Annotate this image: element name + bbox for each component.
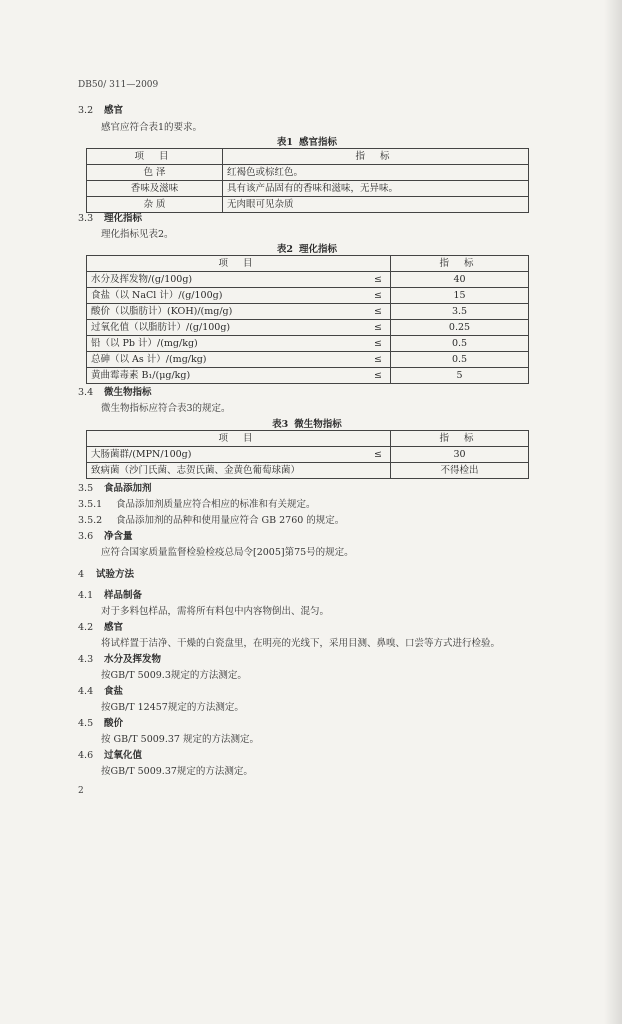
section-4-1-heading: 4.1 样品制备 [78, 590, 143, 601]
table-cell: 具有该产品固有的香味和滋味，无异味。 [223, 181, 529, 197]
table-header-cell: 项 目 [87, 149, 223, 165]
section-4-2-heading: 4.2 感官 [78, 622, 124, 633]
table-row [87, 447, 529, 463]
section-3-6-heading: 3.6 净含量 [78, 531, 133, 542]
table-cell: 大肠菌群/(MPN/100g) [87, 447, 343, 463]
table-cell: 黄曲霉毒素 B₁/(μg/kg) [87, 368, 343, 384]
table-2-caption: 表2 理化指标 [276, 244, 338, 255]
section-4-6-text: 按GB/T 5009.37规定的方法测定。 [101, 766, 253, 777]
table-cell: 铅（以 Pb 计）/(mg/kg) [87, 336, 343, 352]
table-cell: 15 [391, 288, 529, 304]
table-2-physicochemical [86, 255, 529, 384]
section-4-3-heading: 4.3 水分及挥发物 [78, 654, 162, 665]
section-3-5-2: 3.5.2 食品添加剂的品种和使用量应符合 GB 2760 的规定。 [78, 515, 345, 526]
table-cell: 致病菌（沙门氏菌、志贺氏菌、金黄色葡萄球菌） [87, 463, 391, 479]
table-header-row [87, 149, 529, 165]
section-4-4-heading: 4.4 食盐 [78, 686, 124, 697]
table-row [87, 181, 529, 197]
table-cell: 3.5 [391, 304, 529, 320]
section-3-2-heading: 3.2 感官 [78, 105, 124, 116]
section-3-3-heading: 3.3 理化指标 [78, 213, 143, 224]
table-row [87, 288, 529, 304]
table-header-row [87, 256, 529, 272]
section-3-4-heading: 3.4 微生物指标 [78, 387, 152, 398]
table-cell: 红褐色或棕红色。 [223, 165, 529, 181]
table-row [87, 463, 529, 479]
table-cell: 色 泽 [87, 165, 223, 181]
section-4-heading: 4 试验方法 [78, 569, 135, 580]
table-row [87, 336, 529, 352]
table-header-row [87, 431, 529, 447]
section-4-5-heading: 4.5 酸价 [78, 718, 124, 729]
table-cell: 无肉眼可见杂质 [223, 197, 529, 213]
table-cell: ≤ [343, 336, 391, 352]
page-number: 2 [78, 786, 84, 796]
section-4-2-text: 将试样置于洁净、干燥的白瓷盘里，在明亮的光线下，采用目测、鼻嗅、口尝等方式进行检验。 [101, 638, 501, 649]
table-1-caption: 表1 感官指标 [276, 137, 338, 148]
table-cell: ≤ [343, 272, 391, 288]
section-4-1-text: 对于多料包样品，需将所有料包中内容物倒出、混匀。 [101, 606, 330, 617]
section-3-5-1: 3.5.1 食品添加剂质量应符合相应的标准和有关规定。 [78, 499, 316, 510]
table-cell: 40 [391, 272, 529, 288]
table-cell: 0.5 [391, 352, 529, 368]
table-header-cell: 指 标 [391, 256, 529, 272]
table-row [87, 304, 529, 320]
table-cell: 总砷（以 As 计）/(mg/kg) [87, 352, 343, 368]
table-header-cell: 项 目 [87, 256, 391, 272]
table-cell: 过氧化值（以脂肪计）/(g/100g) [87, 320, 343, 336]
table-row [87, 165, 529, 181]
table-cell: ≤ [343, 288, 391, 304]
table-row [87, 352, 529, 368]
table-cell: 杂 质 [87, 197, 223, 213]
table-cell: 香味及滋味 [87, 181, 223, 197]
table-cell: ≤ [343, 304, 391, 320]
section-4-4-text: 按GB/T 12457规定的方法测定。 [101, 702, 244, 713]
table-row [87, 368, 529, 384]
table-cell: 食盐（以 NaCl 计）/(g/100g) [87, 288, 343, 304]
table-row [87, 197, 529, 213]
table-cell: 5 [391, 368, 529, 384]
table-cell: 0.5 [391, 336, 529, 352]
table-header-cell: 指 标 [223, 149, 529, 165]
table-cell: 不得检出 [391, 463, 529, 479]
table-cell: ≤ [343, 320, 391, 336]
table-3-caption: 表3 微生物指标 [272, 419, 342, 430]
section-3-3-text: 理化指标见表2。 [101, 229, 174, 240]
table-cell: 水分及挥发物/(g/100g) [87, 272, 343, 288]
table-cell: ≤ [343, 368, 391, 384]
doc-number: DB50/ 311—2009 [78, 80, 159, 90]
table-cell: ≤ [343, 352, 391, 368]
section-3-6-text: 应符合国家质量监督检验检疫总局令[2005]第75号的规定。 [101, 547, 354, 558]
table-header-cell: 指 标 [391, 431, 529, 447]
table-1-sensory [86, 148, 529, 213]
section-4-6-heading: 4.6 过氧化值 [78, 750, 143, 761]
section-4-3-text: 按GB/T 5009.3规定的方法测定。 [101, 670, 247, 681]
table-cell: ≤ [343, 447, 391, 463]
table-cell: 30 [391, 447, 529, 463]
table-header-cell: 项 目 [87, 431, 391, 447]
table-row [87, 272, 529, 288]
table-row [87, 320, 529, 336]
section-4-5-text: 按 GB/T 5009.37 规定的方法测定。 [101, 734, 259, 745]
section-3-5-heading: 3.5 食品添加剂 [78, 483, 152, 494]
section-3-4-text: 微生物指标应符合表3的规定。 [101, 403, 231, 414]
section-3-2-text: 感官应符合表1的要求。 [101, 122, 203, 133]
table-cell: 酸价（以脂肪计）(KOH)/(mg/g) [87, 304, 343, 320]
table-3-microbiological [86, 430, 529, 479]
table-cell: 0.25 [391, 320, 529, 336]
